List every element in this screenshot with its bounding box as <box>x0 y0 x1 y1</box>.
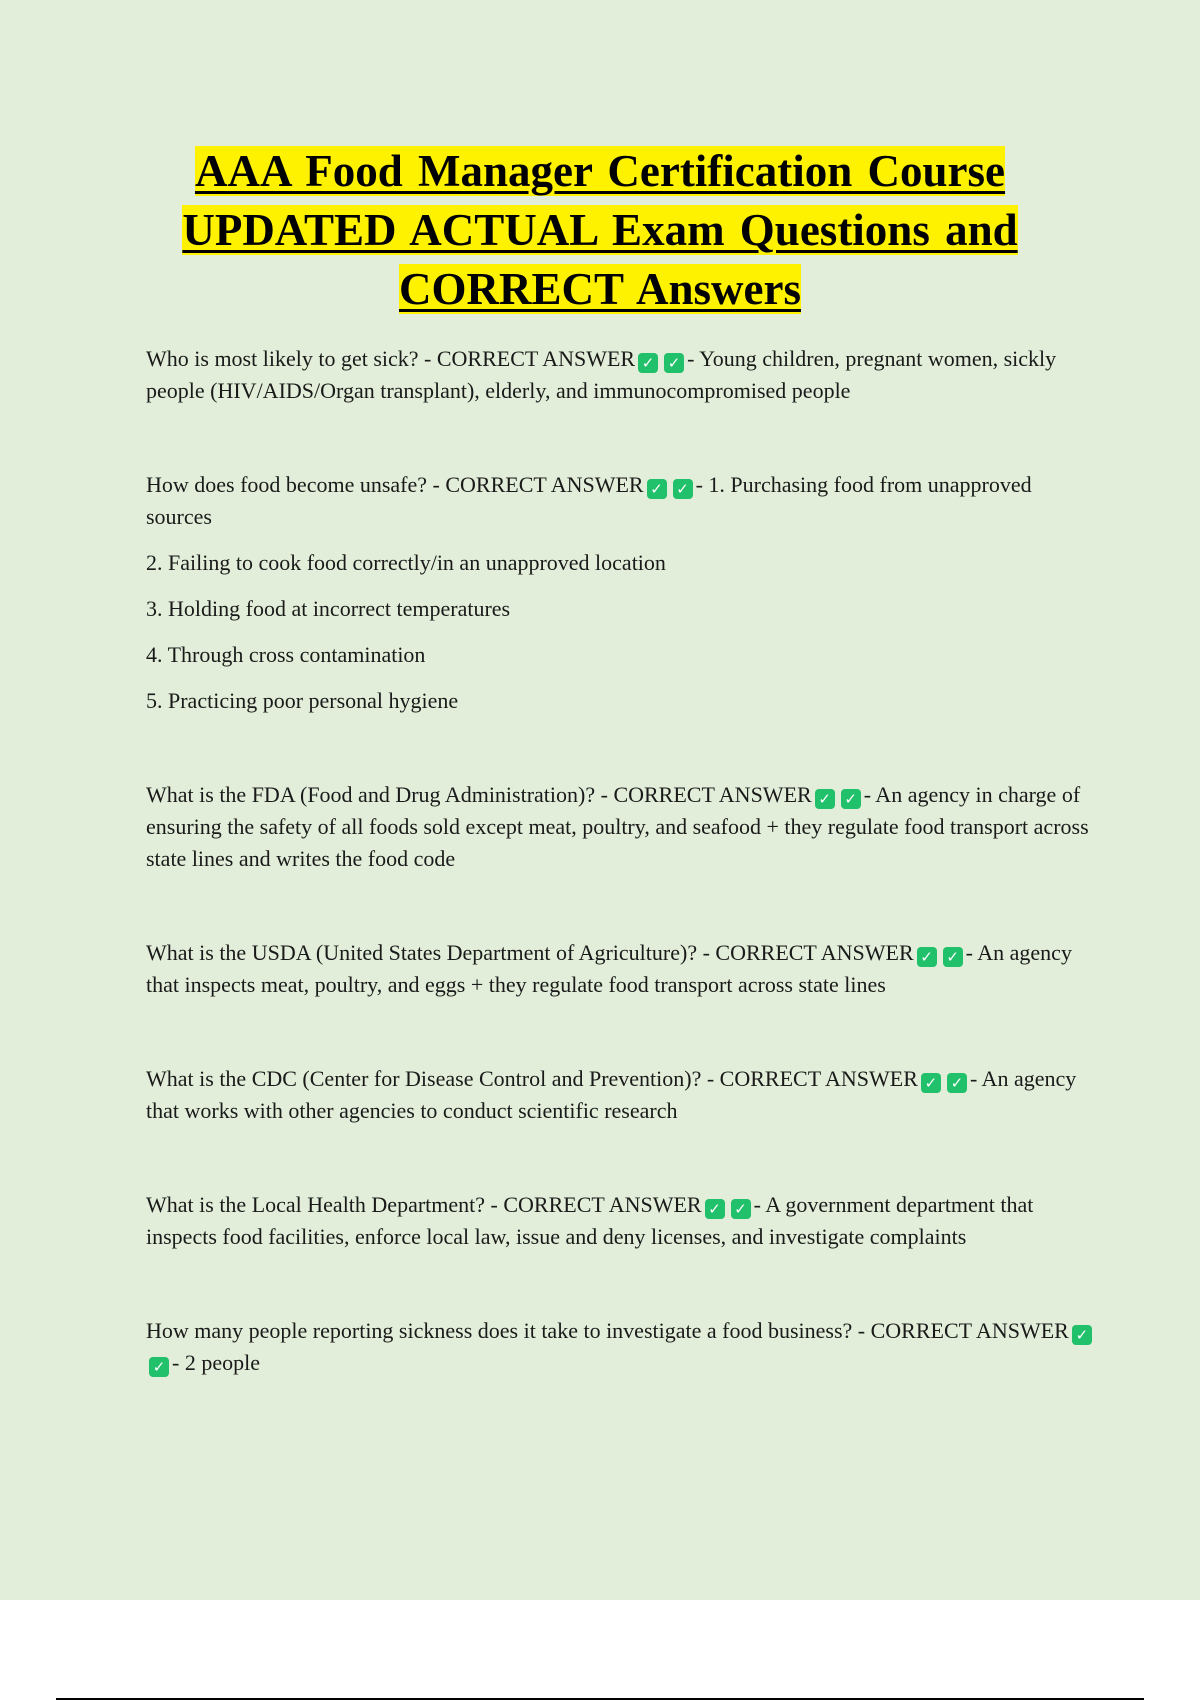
qa-paragraph <box>146 343 1096 407</box>
check-mark-icon: ✓ <box>1072 1325 1092 1345</box>
qa-paragraph <box>146 1315 1096 1379</box>
qa-item <box>146 1189 1096 1253</box>
check-mark-icon: ✓ <box>647 479 667 499</box>
qa-item <box>146 469 1096 717</box>
question-text: How many people reporting sickness does it take to investigate a food business? - CORRECT ANSWER <box>146 1318 1069 1343</box>
answer-text: - An agency in charge of ensuring the safety of all foods sold except meat, poultry, and seafood + they regulate food transport across state lines and writes the food code <box>146 782 1089 871</box>
check-mark-icon: ✓ <box>705 1199 725 1219</box>
answer-list-item: 5. Practicing poor personal hygiene <box>146 688 459 713</box>
qa-list <box>146 343 1096 1379</box>
answer-text: - An agency that works with other agencies to conduct scientific research <box>146 1066 1077 1123</box>
question-text: What is the CDC (Center for Disease Control and Prevention)? - CORRECT ANSWER <box>146 1066 918 1091</box>
answer-list-item: 4. Through cross contamination <box>146 642 426 667</box>
qa-paragraph <box>146 1063 1096 1127</box>
check-mark-icon: ✓ <box>638 353 658 373</box>
qa-item <box>146 937 1096 1001</box>
qa-paragraph <box>146 937 1096 1001</box>
qa-item <box>146 1315 1096 1379</box>
document-title <box>100 142 1100 319</box>
check-mark-icon: ✓ <box>731 1199 751 1219</box>
qa-item <box>146 343 1096 407</box>
check-mark-icon: ✓ <box>841 789 861 809</box>
question-text: How does food become unsafe? - CORRECT ANSWER <box>146 472 644 497</box>
answer-text: - An agency that inspects meat, poultry, and eggs + they regulate food transport across state lines <box>146 940 1072 997</box>
answer-list-item: 2. Failing to cook food correctly/in an unapproved location <box>146 550 666 575</box>
question-text: What is the FDA (Food and Drug Administration)? - CORRECT ANSWER <box>146 782 812 807</box>
qa-paragraph <box>146 779 1096 875</box>
answer-text: - A government department that inspects food facilities, enforce local law, issue and deny licenses, and investigate complaints <box>146 1192 1034 1249</box>
question-text: What is the USDA (United States Department of Agriculture)? - CORRECT ANSWER <box>146 940 914 965</box>
answer-text: - 2 people <box>172 1350 260 1375</box>
qa-item <box>146 1063 1096 1127</box>
check-mark-icon: ✓ <box>149 1357 169 1377</box>
title-line-1: AAA Food Manager Certification Course <box>194 146 1006 196</box>
answer-text: - 1. Purchasing food from unapproved sources <box>146 472 1032 529</box>
question-text: What is the Local Health Department? - CORRECT ANSWER <box>146 1192 702 1217</box>
check-mark-icon: ✓ <box>815 789 835 809</box>
check-mark-icon: ✓ <box>664 353 684 373</box>
question-text: Who is most likely to get sick? - CORRECT ANSWER <box>146 346 636 371</box>
title-line-3: CORRECT Answers <box>399 264 801 314</box>
check-mark-icon: ✓ <box>917 947 937 967</box>
check-mark-icon: ✓ <box>921 1073 941 1093</box>
qa-paragraph <box>146 1189 1096 1253</box>
qa-paragraph <box>146 469 1096 533</box>
answer-list-item: 3. Holding food at incorrect temperatures <box>146 596 511 621</box>
qa-item <box>146 779 1096 875</box>
check-mark-icon: ✓ <box>947 1073 967 1093</box>
answer-text: - Young children, pregnant women, sickly people (HIV/AIDS/Organ transplant), elderly, and immunocompromised people <box>146 346 1057 403</box>
title-line-2: UPDATED ACTUAL Exam Questions and <box>182 205 1018 255</box>
check-mark-icon: ✓ <box>943 947 963 967</box>
check-mark-icon: ✓ <box>673 479 693 499</box>
